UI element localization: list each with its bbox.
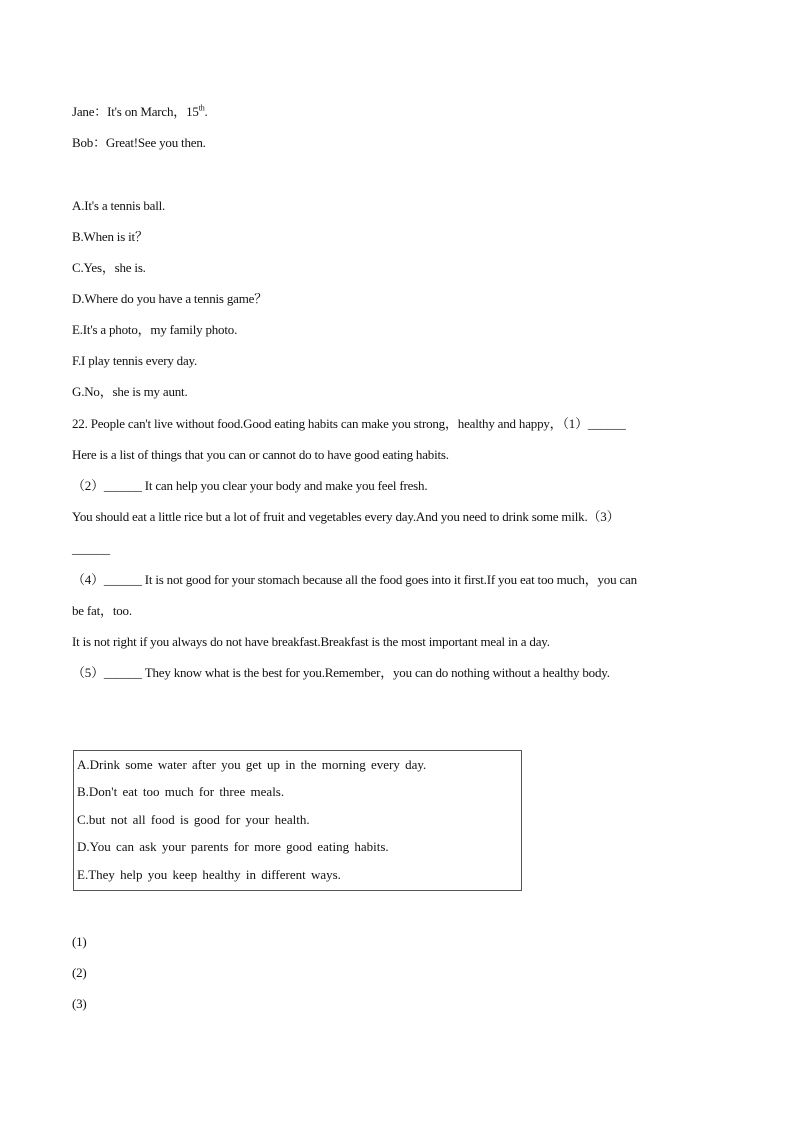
box-option-c: C.but not all food is good for your health. (77, 812, 310, 827)
q22-line-3: （2）______ It can help you clear your body and make you feel fresh. (72, 478, 428, 493)
box-option-d: D.You can ask your parents for more good eating habits. (77, 839, 389, 854)
q22-line-5: ______ (72, 541, 110, 556)
dialogue-punct: . (204, 104, 208, 119)
q22-line-9: （5）______ They know what is the best for you.Remember，you can do nothing without a healthy body. (72, 665, 610, 680)
dialogue-line-jane (72, 104, 208, 120)
ordinal-suffix: th (198, 103, 205, 113)
option-d: D.Where do you have a tennis game？ (72, 291, 267, 306)
dialogue-text: It's on March，15 (107, 104, 199, 119)
option-c: C.Yes，she is. (72, 260, 146, 275)
q22-line-4: You should eat a little rice but a lot of fruit and vegetables every day.And you need to drink some milk.（3） (72, 509, 620, 524)
option-a: A.It's a tennis ball. (72, 198, 166, 213)
q22-line-6: （4）______ It is not good for your stomach because all the food goes into it first.If you eat too much，you can (72, 572, 637, 587)
options-box (73, 750, 522, 891)
option-e: E.It's a photo，my family photo. (72, 322, 238, 337)
answer-3: (3) (72, 996, 87, 1011)
box-option-e: E.They help you keep healthy in different ways. (77, 867, 341, 882)
dialogue-line-bob (72, 135, 206, 151)
answer-2: (2) (72, 965, 87, 980)
speaker: Jane： (72, 104, 108, 119)
box-option-b: B.Don't eat too much for three meals. (77, 784, 285, 799)
q22-line-8: It is not right if you always do not have breakfast.Breakfast is the most important meal in a day. (72, 634, 550, 649)
box-option-a: A.Drink some water after you get up in the morning every day. (77, 757, 427, 772)
option-f: F.I play tennis every day. (72, 353, 198, 368)
option-g: G.No，she is my aunt. (72, 384, 188, 399)
dialogue-text: Great!See you then. (105, 135, 206, 150)
option-b: B.When is it？ (72, 229, 148, 244)
q22-line-1: 22. People can't live without food.Good eating habits can make you strong，healthy and happy，（1）______ (72, 416, 626, 431)
speaker: Bob： (72, 135, 106, 150)
q22-line-7: be fat，too. (72, 603, 132, 618)
answer-1: (1) (72, 934, 87, 949)
q22-line-2: Here is a list of things that you can or cannot do to have good eating habits. (72, 447, 449, 462)
